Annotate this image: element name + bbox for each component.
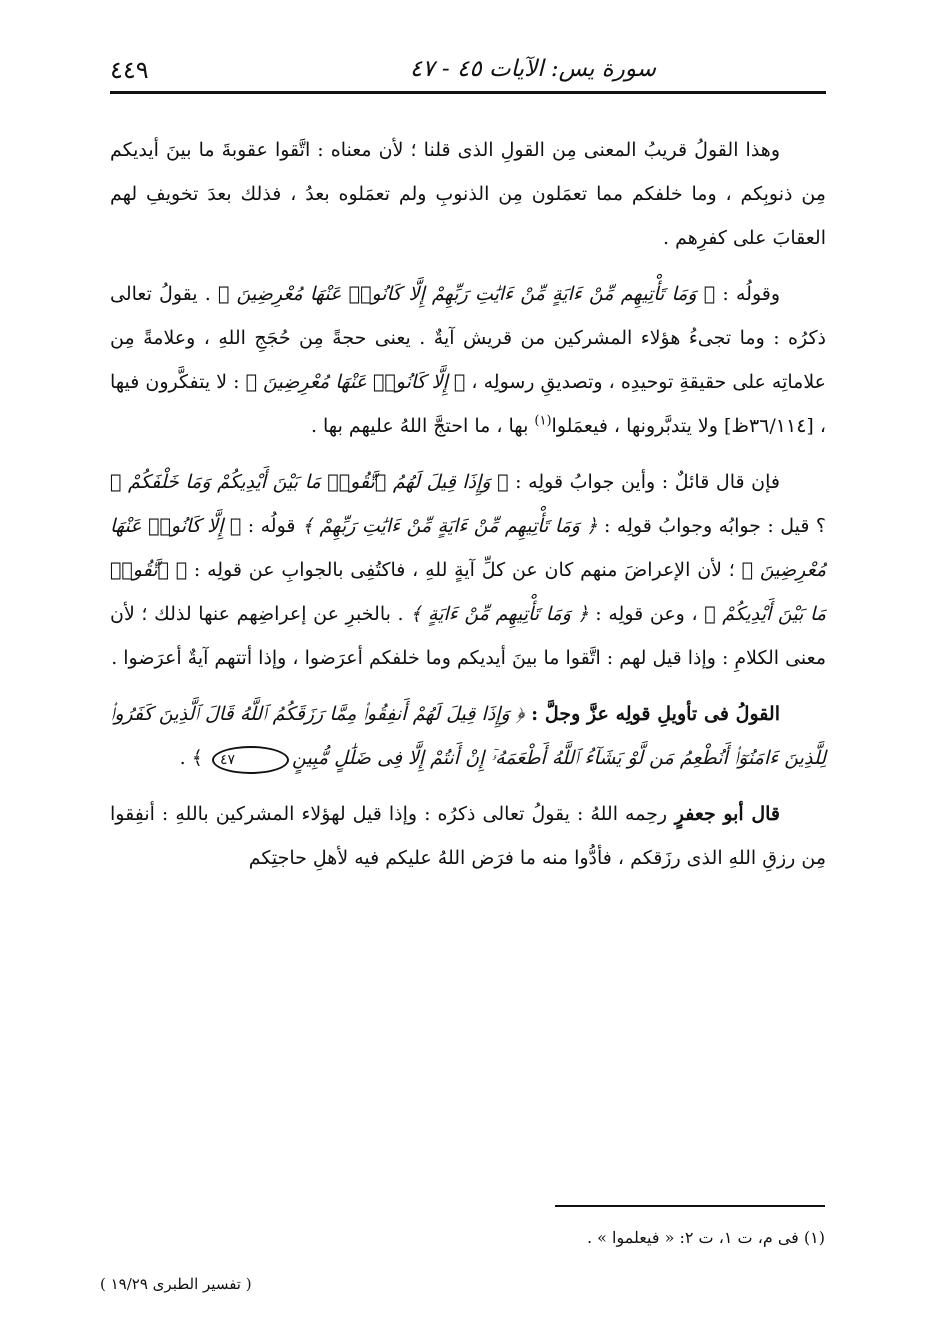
quran-quote: ﴿ وَإِذَا قِيلَ لَهُمْ أَنفِقُوا۟ مِمَّا رَزَقَكُمُ ٱللَّهُ قَالَ ٱلَّذِينَ كَفَرُوا۟ لِلَّذِينَ ءَامَنُوٓا۟ أَنُطْعِمُ مَن لَّوْ يَشَآءُ ٱللَّهُ أَطْعَمَهُۥٓ إِنْ أَنتُمْ إِلَّا فِى ضَلَٰلٍ مُّبِينٍ <box>110 703 826 769</box>
footnote-marker: (١) <box>534 413 552 429</box>
quran-quote: ﴿ إِلَّا كَانُوا۟ عَنْهَا مُعْرِضِينَ ﴾ <box>245 371 466 393</box>
paragraph-text: وهذا القولُ قريبُ المعنى مِن القولِ الذى قلنا ؛ لأن معناه : اتَّقوا عقوبةَ ما بينَ أيديكم مِن ذنوبِكم ، وما خلفكم مما تعمَلون مِن الذنوبِ ولم تعمَلوه بعدُ ، فذلك بعدَ تخويفِ لهم العقابَ على كفرِهم . <box>110 139 826 249</box>
section-heading: القولُ فى تأويلِ قولِه عزَّ وجلَّ : <box>524 703 780 725</box>
paragraph-text: ؟ قيل : جوابُه وجوابُ قولِه : <box>597 515 827 537</box>
paragraph-text: قولُه : <box>241 515 302 537</box>
paragraph-text: . يقولُ تعالى ذكرُه : وما تجىءُ هؤلاء المشركين من قريش آيةٌ . يعنى حجةً مِن حُجَجِ اللهِ ، وعلامةً مِن علاماتِه على حقيقةِ توحيدِه ، وتصديقِ رسولِه ، <box>110 283 827 393</box>
paragraph-text: بها ، ما احتجَّ اللهُ عليهم بها . <box>310 415 535 437</box>
paragraph-3 <box>110 460 826 680</box>
paragraph-text: فإن قال قائلٌ : وأين جوابُ قولِه : <box>508 471 780 493</box>
header-rule <box>110 91 826 94</box>
quran-quote: ﴿ ٱتَّقُوا۟ مَا بَيْنَ أَيْدِيكُمْ ﴾ <box>110 559 827 625</box>
paragraph-2 <box>110 272 826 448</box>
paragraph-text: : لا يتفكَّرون فيها ، [٣٦/١١٤ظ] ولا يتدبَّرونها ، فيعمَلوا <box>110 371 826 437</box>
author-name: قال أبو جعفرٍ <box>667 803 781 825</box>
running-title: سورة يس: الآيات ٤٥ - ٤٧ <box>409 56 656 82</box>
source-citation: ( تفسير الطبرى ١٩/٢٩ ) <box>100 1275 252 1293</box>
paragraph-text: ﴾ . <box>179 747 209 769</box>
quran-quote: ﴿ وَمَا تَأْتِيهِم مِّنْ ءَايَةٍ مِّنْ ءَايَٰتِ رَبِّهِمْ ﴾ <box>301 515 598 537</box>
quran-quote: ﴿ وَمَا تَأْتِيهِم مِّنْ ءَايَةٍ ﴾ <box>410 603 589 625</box>
page-number: ٤٤٩ <box>110 56 149 84</box>
paragraph-text: وقولُه : <box>715 283 781 305</box>
paragraph-text: ، وعن قولِه : <box>588 603 705 625</box>
verse-number-ornament: ٤٧ <box>212 746 289 774</box>
quran-quote: ﴿ وَمَا تَأْتِيهِم مِّنْ ءَايَةٍ مِّنْ ءَايَٰتِ رَبِّهِمْ إِلَّا كَانُوا۟ عَنْهَا مُعْرِضِينَ ﴾ <box>217 283 716 305</box>
paragraph-text: . بالخبرِ عن إعراضِهم عنها لذلك ؛ لأن معنى الكلامِ : وإذا قيل لهم : اتَّقوا ما بينَ أيديكم وما خلفكم أعرَضوا ، وإذا أتتهم آيةٌ أعرَضوا . <box>110 603 826 669</box>
paragraph-text: رحِمه اللهُ : يقولُ تعالى ذكرُه : وإذا قيل لهؤلاء المشركين باللهِ : أنفِقوا مِن رزقِ اللهِ الذى رزَقكم ، فأدُّوا منه ما فرَض اللهُ عليكم فيه لأهلِ حاجتِكم <box>110 803 826 869</box>
page-header <box>110 50 826 94</box>
quran-quote: ﴿ وَإِذَا قِيلَ لَهُمُ ٱتَّقُوا۟ مَا بَيْنَ أَيْدِيكُمْ وَمَا خَلْفَكُمْ ﴾ <box>110 471 509 493</box>
quran-quote: ﴿ إِلَّا كَانُوا۟ عَنْهَا مُعْرِضِينَ ﴾ <box>110 515 826 581</box>
footnote-rule <box>555 1205 825 1207</box>
main-text <box>110 128 826 892</box>
paragraph-4 <box>110 692 826 780</box>
paragraph-5 <box>110 792 826 880</box>
paragraph-1 <box>110 128 826 260</box>
footnote: (١) فى م، ت ١، ت ٢: « فيعلموا » . <box>587 1228 825 1247</box>
paragraph-text: ؛ لأن الإعراضَ منهم كان عن كلِّ آيةٍ للهِ ، فاكتُفِى بالجوابِ عن قولِه : <box>187 559 742 581</box>
